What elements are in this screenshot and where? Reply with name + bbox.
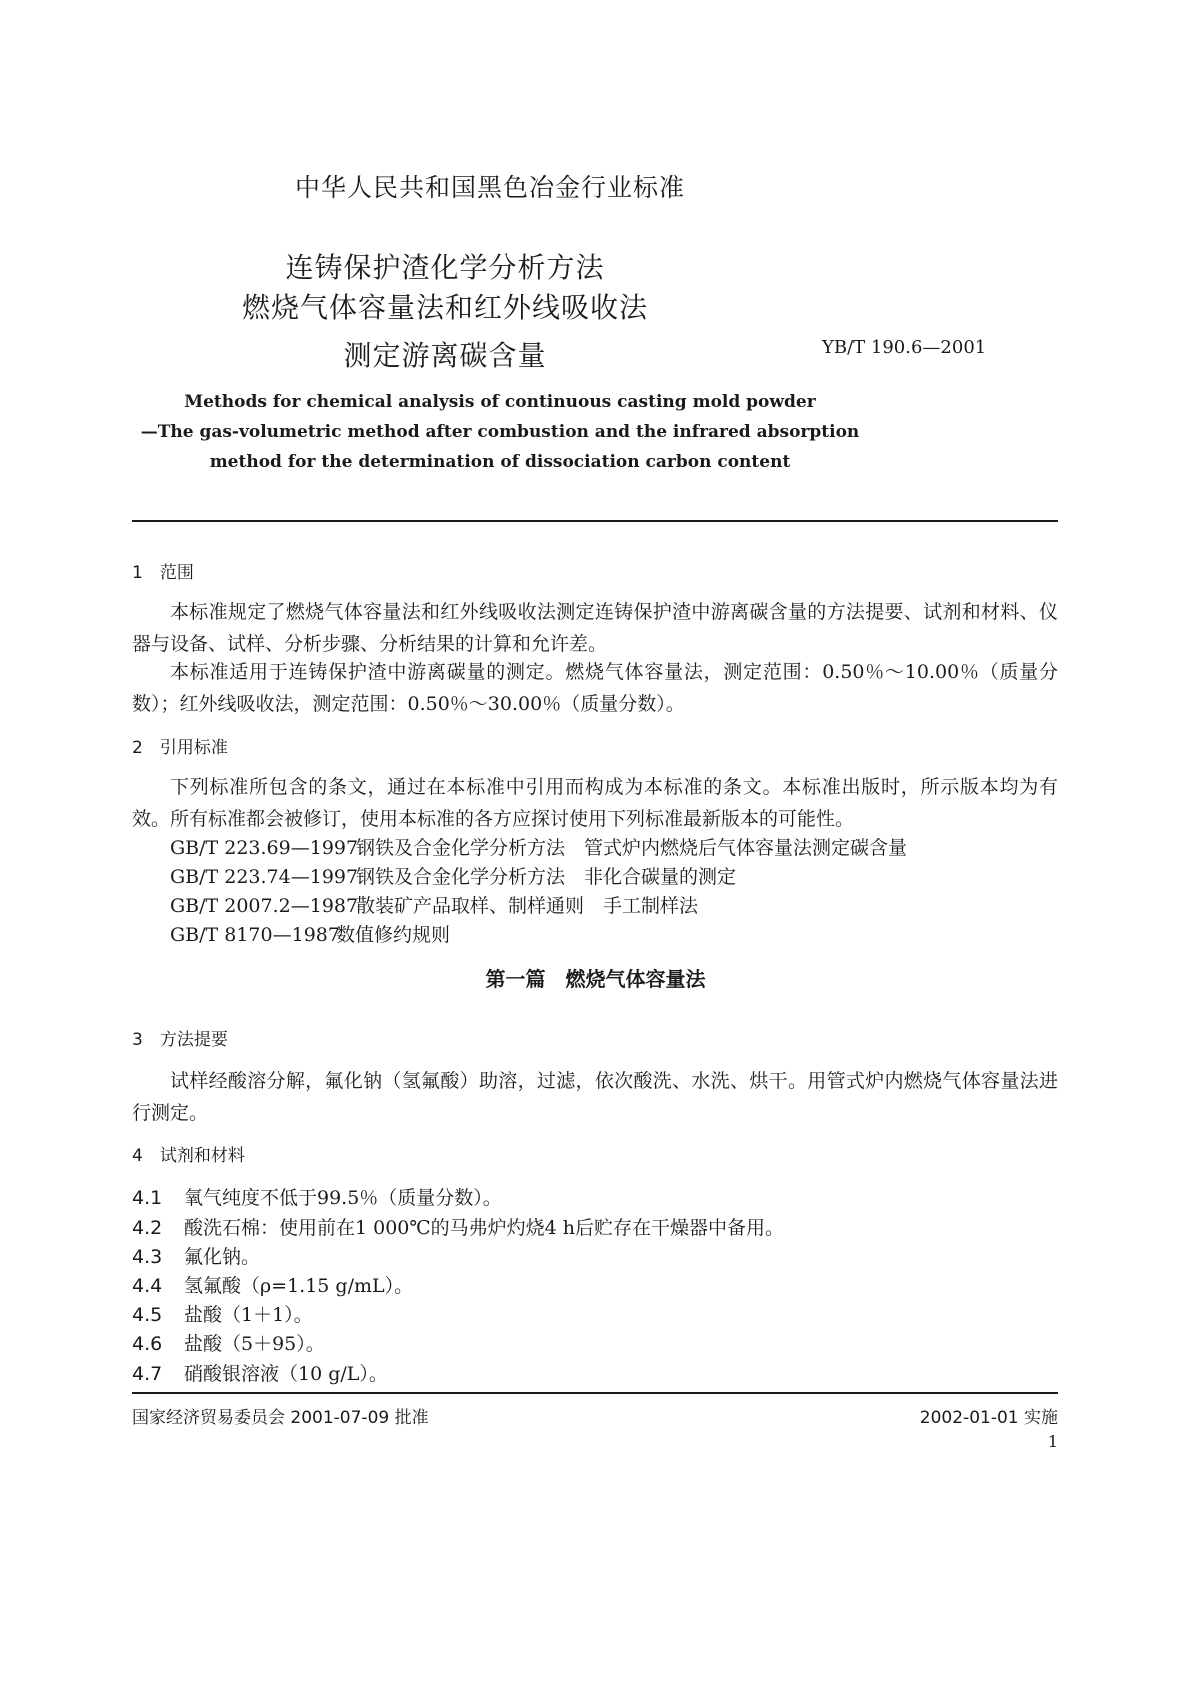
item-number: 4.3 bbox=[132, 1246, 163, 1268]
reference-code: GB/T 223.74—1997 bbox=[170, 866, 359, 888]
reference-item bbox=[170, 861, 736, 893]
english-title-line1: Methods for chemical analysis of continuous casting mold powder bbox=[184, 392, 816, 412]
section-2-heading: 2 引用标准 bbox=[132, 738, 228, 758]
document-title-line1: 连铸保护渣化学分析方法 bbox=[285, 251, 605, 284]
item-number: 4.6 bbox=[132, 1333, 163, 1355]
document-title-line3: 测定游离碳含量 bbox=[343, 339, 547, 372]
reference-code: GB/T 223.69—1997 bbox=[170, 837, 359, 859]
item-text: 氟化钠。 bbox=[184, 1246, 261, 1268]
item-text: 盐酸（1＋1）。 bbox=[184, 1304, 313, 1326]
issuing-body-title: 中华人民共和国黑色冶金行业标准 bbox=[294, 173, 685, 202]
item-number: 4.7 bbox=[132, 1363, 163, 1385]
reference-code: GB/T 2007.2—1987 bbox=[170, 895, 359, 917]
reference-title: 散装矿产品取样、制样通则 手工制样法 bbox=[356, 895, 699, 917]
item-text: 氢氟酸（ρ=1.15 g/mL）。 bbox=[184, 1275, 414, 1297]
item-text: 氧气纯度不低于99.5％（质量分数）。 bbox=[184, 1187, 502, 1209]
part-1-heading: 第一篇 燃烧气体容量法 bbox=[485, 967, 706, 991]
standard-code: YB/T 190.6—2001 bbox=[822, 337, 987, 358]
list-item bbox=[132, 1358, 388, 1390]
item-text: 酸洗石棉：使用前在1 000℃的马弗炉灼烧4 h后贮存在干燥器中备用。 bbox=[184, 1217, 785, 1239]
document-title-line2: 燃烧气体容量法和红外线吸收法 bbox=[241, 291, 648, 324]
reference-item bbox=[170, 919, 450, 951]
list-item bbox=[132, 1270, 413, 1302]
reference-title: 数值修约规则 bbox=[336, 924, 451, 946]
reference-item bbox=[170, 832, 907, 864]
effective-date: 2002-01-01 实施 bbox=[919, 1408, 1058, 1428]
item-text: 盐酸（5＋95）。 bbox=[184, 1333, 325, 1355]
item-number: 4.1 bbox=[132, 1187, 163, 1209]
footer-divider bbox=[132, 1392, 1058, 1394]
section-1-paragraph-1: 本标准规定了燃烧气体容量法和红外线吸收法测定连铸保护渣中游离碳含量的方法提要、试剂和材料、仪器与设备、试样、分析步骤、分析结果的计算和允许差。 bbox=[132, 601, 1058, 655]
page-number: 1 bbox=[1047, 1432, 1058, 1451]
item-number: 4.5 bbox=[132, 1304, 163, 1326]
section-2-paragraph-1: 下列标准所包含的条文，通过在本标准中引用而构成为本标准的条文。本标准出版时，所示版本均为有效。所有标准都会被修订，使用本标准的各方应探讨使用下列标准最新版本的可能性。 bbox=[132, 776, 1058, 830]
reference-title: 钢铁及合金化学分析方法 管式炉内燃烧后气体容量法测定碳含量 bbox=[356, 837, 908, 859]
list-item bbox=[132, 1182, 502, 1214]
approval-statement: 国家经济贸易委员会 2001-07-09 批准 bbox=[132, 1408, 429, 1428]
section-4-heading: 4 试剂和材料 bbox=[132, 1146, 245, 1166]
section-3-paragraph-1: 试样经酸溶分解，氟化钠（氢氟酸）助溶，过滤，依次酸洗、水洗、烘干。用管式炉内燃烧气体容量法进行测定。 bbox=[132, 1070, 1058, 1124]
item-text: 硝酸银溶液（10 g/L）。 bbox=[184, 1363, 388, 1385]
english-title-line3: method for the determination of dissociation carbon content bbox=[209, 452, 791, 472]
list-item bbox=[132, 1212, 784, 1244]
item-number: 4.2 bbox=[132, 1217, 163, 1239]
reference-item bbox=[170, 890, 698, 922]
section-3-heading: 3 方法提要 bbox=[132, 1030, 228, 1050]
header-divider bbox=[132, 520, 1058, 522]
english-title-line2: —The gas-volumetric method after combustion and the infrared absorption bbox=[140, 422, 860, 442]
list-item bbox=[132, 1328, 325, 1360]
list-item bbox=[132, 1241, 260, 1273]
list-item bbox=[132, 1299, 313, 1331]
section-1-heading: 1 范围 bbox=[132, 563, 194, 583]
reference-title: 钢铁及合金化学分析方法 非化合碳量的测定 bbox=[356, 866, 737, 888]
reference-code: GB/T 8170—1987 bbox=[170, 924, 340, 946]
item-number: 4.4 bbox=[132, 1275, 163, 1297]
section-1-paragraph-2: 本标准适用于连铸保护渣中游离碳量的测定。燃烧气体容量法，测定范围：0.50％～10.00％（质量分数）；红外线吸收法，测定范围：0.50％～30.00％（质量分数）。 bbox=[132, 661, 1058, 715]
